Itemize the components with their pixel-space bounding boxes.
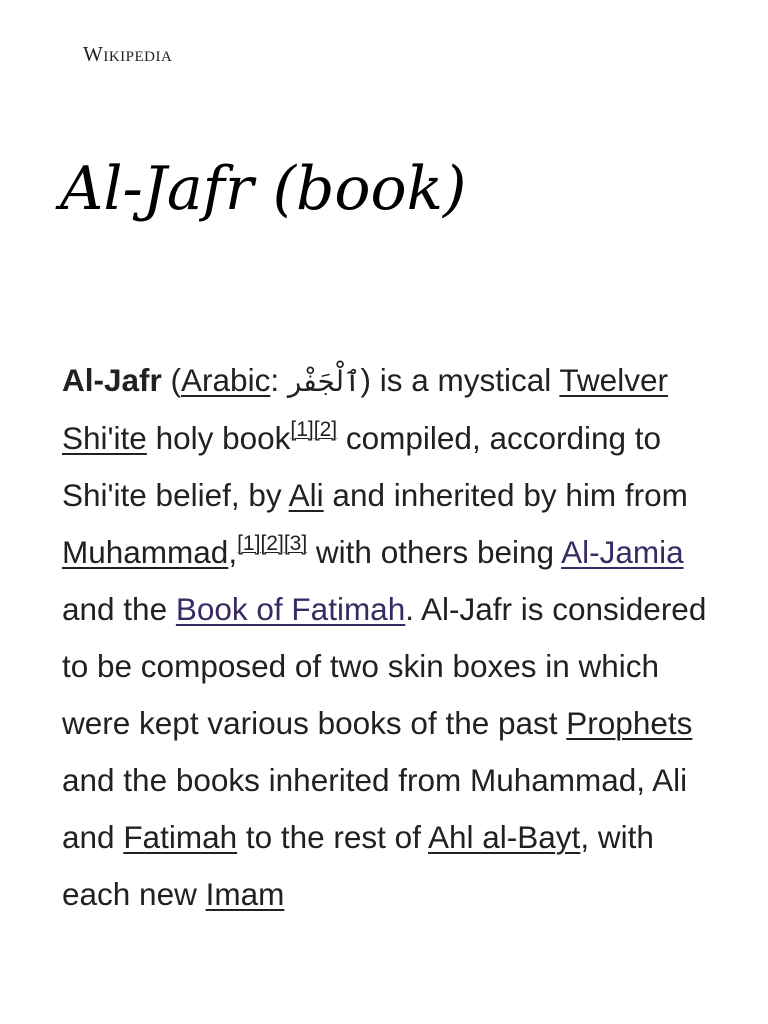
link-fatimah[interactable]: Fatimah [123, 819, 238, 855]
text-segment: . Al-Jafr is considered to be composed of two skin boxes in which were kept various books of the past [62, 591, 707, 741]
citation-link[interactable]: [1] [237, 532, 261, 555]
reference-2 [314, 418, 337, 441]
text-segment: and inherited by him from [323, 477, 688, 513]
reference-1 [290, 418, 313, 441]
article-lead-paragraph [62, 352, 712, 923]
link-imam[interactable]: Imam [205, 876, 285, 912]
text-segment: ) is a mystical [360, 362, 560, 398]
site-header [83, 42, 172, 70]
link-book-of-fatimah[interactable]: Book of Fatimah [175, 591, 406, 627]
article-term: Al-Jafr [62, 362, 162, 398]
text-segment: with others being [307, 534, 562, 570]
link-twelver-shiite[interactable]: Twelver Shi'ite [62, 362, 668, 456]
wikipedia-wordmark[interactable]: Wikipedia [83, 42, 173, 66]
link-arabic[interactable]: Arabic [181, 362, 271, 398]
text-segment: , with each new [62, 819, 654, 912]
link-ali[interactable]: Ali [288, 477, 324, 513]
text-segment: to the rest of [237, 819, 428, 855]
link-prophets[interactable]: Prophets [566, 705, 693, 741]
citation-link[interactable]: [3] [283, 532, 308, 555]
citation-link[interactable]: [2] [313, 418, 338, 441]
link-al-jamia[interactable]: Al-Jamia [561, 534, 684, 570]
text-segment: holy book [146, 420, 291, 456]
page-title: Al-Jafr (book) [60, 154, 467, 224]
text-open-paren: ( [161, 362, 182, 398]
link-ahl-al-bayt[interactable]: Ahl al-Bayt [427, 819, 581, 855]
reference-3 [284, 532, 307, 555]
link-muhammad[interactable]: Muhammad [62, 534, 229, 570]
citation-link[interactable]: [1] [290, 418, 314, 441]
text-segment: compiled, according to Shi'ite belief, by [62, 420, 662, 513]
text-colon: : [270, 362, 288, 398]
text-segment: and the [62, 591, 176, 627]
arabic-name: ٱلْجَفْر [287, 365, 361, 398]
text-segment: , [228, 534, 238, 570]
citation-link[interactable]: [2] [260, 532, 284, 555]
text-segment: and the books inherited from Muhammad, Ali and [62, 762, 688, 855]
reference-2 [260, 532, 283, 555]
reference-1 [237, 532, 260, 555]
